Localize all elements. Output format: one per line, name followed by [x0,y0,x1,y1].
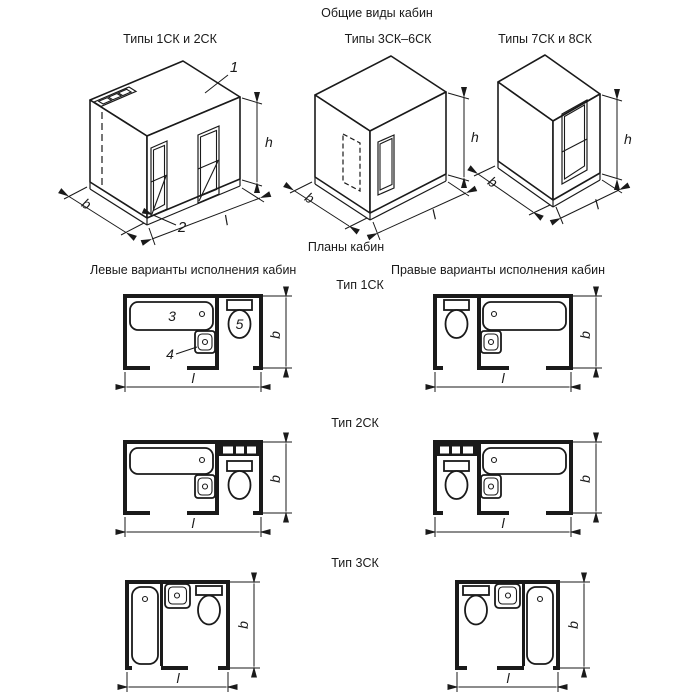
svg-text:h: h [471,129,479,145]
dim-b [263,442,292,513]
svg-text:l: l [191,515,195,531]
dim-l [127,670,228,692]
cabin-box [90,61,240,225]
vent-block-icon [437,444,477,456]
type-label-1sk: Тип 1СК [336,278,384,292]
cabin-box [498,55,600,207]
callout-toilet: 5 [235,316,244,332]
svg-text:b: b [577,331,593,339]
bathtub-icon [130,448,213,474]
svg-text:l: l [429,206,439,223]
plan-1sk-left [100,280,300,405]
bathtub-icon [527,587,553,664]
type-label-3sk: Тип 3СК [331,556,379,570]
sink-icon [481,331,501,353]
svg-text:b: b [267,331,283,339]
view-label-type-1-2: Типы 1СК и 2СК [123,32,217,46]
svg-text:4: 4 [166,346,174,362]
dim-b [230,582,260,668]
view-label-type-3-6: Типы 3СК–6СК [344,32,432,46]
dim-l [125,370,261,392]
callout-bath: 3 [168,308,176,324]
dim-b [573,296,602,368]
dim-l [457,670,558,692]
svg-text:l: l [191,370,195,386]
toilet-icon [227,461,252,499]
plans-title: Планы кабин [307,240,385,254]
dim-l [435,515,571,537]
bathtub-icon [132,587,158,664]
dim-h [602,95,632,180]
svg-text:b: b [485,173,501,191]
svg-text:h: h [624,131,632,147]
svg-text:b: b [79,194,95,213]
sink-icon [195,331,215,353]
plan-2sk-left [100,415,300,545]
toilet-icon [444,300,469,338]
svg-text:l: l [506,670,510,686]
bathtub-icon [483,302,566,330]
svg-text:l: l [501,370,505,386]
svg-text:l: l [501,515,505,531]
svg-text:l: l [591,196,602,213]
view-label-type-7-8: Типы 7СК и 8СК [498,32,592,46]
toilet-icon [463,586,489,625]
svg-text:b: b [565,621,581,629]
bathtub-icon [483,448,566,474]
sink-icon [165,584,190,608]
mirrored-plan-geometry [433,440,573,515]
sink-icon [495,584,520,608]
right-variants-heading: Правые варианты исполнения кабин [391,263,606,277]
callout-sink [166,346,197,362]
svg-text:h: h [265,134,273,150]
iso-view-type-1-2 [58,52,288,252]
mirrored-plan-geometry [433,294,573,370]
type-label-2sk: Тип 2СК [331,416,379,430]
svg-text:b: b [302,188,318,207]
svg-text:b: b [577,475,593,483]
dim-h [242,98,273,186]
svg-text:l: l [176,670,180,686]
toilet-icon [444,461,469,499]
dim-b [263,296,292,368]
svg-text:l: l [221,212,231,229]
left-variants-heading: Левые варианты исполнения кабин [90,263,297,277]
svg-text:b: b [235,621,251,629]
plan-3sk-right [430,555,605,700]
sink-icon [481,475,501,498]
dim-b [560,582,590,668]
plan-2sk-right [410,415,610,545]
iso-view-type-7-8 [470,52,660,232]
svg-text:1: 1 [229,59,239,76]
mirrored-plan-geometry [455,580,560,670]
vent-block-icon [219,444,259,456]
toilet-icon [196,586,222,625]
dim-l [125,515,261,537]
iso-view-type-3-6 [283,52,483,242]
svg-text:2: 2 [177,219,187,236]
sheet-title: Общие виды кабин [321,6,433,20]
sink-icon [195,475,215,498]
dim-l [435,370,571,392]
dim-b [573,442,602,513]
plan-1sk-right [410,280,610,405]
cabin-box [315,56,446,223]
callout-2 [153,215,187,236]
plan-3sk-left [100,555,275,700]
svg-text:b: b [267,475,283,483]
